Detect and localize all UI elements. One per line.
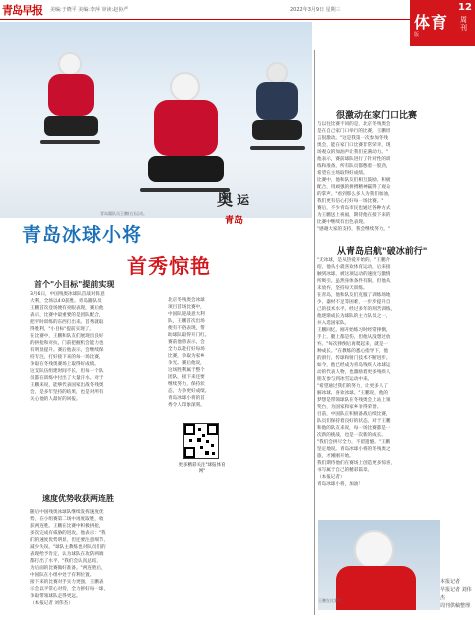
sidebar-note: 北京冬残奥会冰球 项目首场比赛中， 中国队迎战意大利 队，王鹏首次出场 便有不俗表现，帮 助球队取得开门红。 赛前他曾表示，会 全力以赴打好每场 比赛，争取为家乡 争光。赛后他说， 这场胜利属于整个 团队，接下来还要 继续努力，保持状 态，力争更好成绩。 青岛冰球小将的首 秀令人印象深刻。 [168, 298, 210, 408]
column-divider [314, 50, 315, 615]
photo-caption: 青岛籍队员王鹏(右)运动。 [100, 211, 148, 216]
stamp-yun: 运 [237, 193, 250, 207]
page-number: 12 [458, 2, 472, 13]
bottom-photo-caption: 王鹏在比赛中。 [318, 598, 346, 603]
subheading-1: 首个"小目标"提前实现 [34, 280, 115, 289]
stamp-ao: 奥 [217, 190, 234, 209]
masthead [0, 0, 475, 20]
subheading-right-2: 从青岛启航"破冰前行" [337, 247, 428, 257]
article-column-1: 3月6日，中国残奥冰球队首战对阵意 大利，全场以4:0获胜。青岛籍队员 王鹏首次登场便有亮眼表现，赛后他 表示，比赛中最重要的是团队配合， 把平时训练的东西打出来。首秀就取 得胜利，"小目标"提前实现了。 在比赛中，王鹏和队友们展现出良好 的拼抢和对抗，门前把握机会能力也 有明显提升。赛后他表示，会继续保 持专注，打好接下来的每一场比赛， 争取在冬残奥赛场上取得好成绩。 这支队伍组建时间不长，但每一个队 员都在训练中付出了大量汗水。对于 王鹏来说，能够代表国家出战冬残奥 会，是多年坚持的结果，也是对所有 关心他的人最好的回报。 [30, 292, 105, 402]
editor-credits: 美编:于晓平 美编:李萍 审读:赵协严 [50, 7, 129, 13]
byline-line: 本报记者 [440, 579, 461, 585]
player-helmet [354, 530, 394, 570]
olympic-stamp [205, 187, 265, 235]
subheading-2: 速度优势收获两连胜 [42, 494, 114, 503]
section-title: 体育 [414, 13, 449, 32]
player-figure [140, 72, 230, 202]
issue-date: 2022年3月9日 星期三 [290, 7, 341, 13]
main-photo [0, 22, 312, 218]
qr-code[interactable] [183, 423, 219, 459]
section-week-label: 周刊 [460, 16, 467, 32]
player-figure [250, 62, 305, 157]
byline-line: 周刊供稿整理 [440, 603, 471, 609]
byline-line: 早报记者 刘伟杰 [440, 587, 472, 601]
player-jersey [336, 566, 416, 610]
headline-main: 青岛冰球小将 [22, 224, 143, 246]
headline-second: 首秀惊艳 [127, 254, 211, 278]
stamp-mark: 青岛 [225, 216, 244, 226]
byline [440, 578, 475, 610]
section-version: 版 [414, 32, 420, 38]
article-right-2: "无冰球，是从热爱开始的。"王鹏介 绍，他从小就喜欢体育运动，后来接 触到冰球，被这项运动的速度与激情 所吸引。虽然身体条件有限，但他从 未放弃，坚持每天训练。 在青岛，他和队友们克服了训练场地 少、器材不足等困难，一步步提升自 己的技术水平。经过多年的刻苦训练， 他逐渐成长为球队的主力队员之一， 并入选国家队。 王鹏回忆，刚开始练习时经常摔倒， 手上、腿上都是伤，但他从没想过放 弃。"每次摔倒后再爬起来，就是一 种成长。"在教练的悉心指导下，他 的滑行、传球和射门技术不断进步。 如今，他已经成为青岛残疾人冰球运 动的代表人物，也激励着更多残疾人 朋友参与到冰雪运动中来。 "希望通过我们的努力，让更多人了 解冰球、喜欢冰球。"王鹏说，他的 梦想是带领球队在冬残奥会上站上领 奖台，为国家和家乡争得荣誉。 目前，中国队正积极备战后续比赛， 队员们保持着良好的状态。对于王鹏 和他的队友来说，每一场比赛都是一 次新的挑战，也是一次新的成长。 "我们会拼尽全力，不留遗憾。"王鹏 坚定地说。青岛冰球小将的冬残奥之 旅，才刚刚开始。 我们期待他们在赛场上创造更多惊喜， 书写属于自己的精彩篇章。 （本报记者） 青岛冰球小将，加油！ [317, 258, 396, 487]
section-brand-box [410, 0, 475, 46]
bottom-photo [318, 520, 440, 610]
subheading-right-1: 很激动在家门口比赛 [336, 111, 418, 121]
qr-caption: 更多精彩关注"球报体育网" [178, 463, 226, 474]
newspaper-logo: 青岛早报 [2, 4, 42, 17]
player-figure [40, 52, 100, 152]
article-column-2: 随后中国残奥冰球队继续发挥速度优 势，在小组赛第二场中再度取胜，收 获两连胜。王鹏在比赛中积极拼抢， 多次完成有威胁的进攻。他表示："我 们的速度优势明显，但还要注意细节， 减少失误。"球队主教练也对队员们的 表现给予肯定，认为球队在攻防两端 都打出了水平，"我们会认真总结， 为后面的比赛做好准备。"两连胜后， 中国队在小组中处于有利位置。 接下来的比赛对手实力更强，王鹏表 示会以平常心对待，全力拼好每一球， 争取带领球队走得更远。 （本报记者 刘伟杰） [30, 510, 109, 606]
article-right-1: 与以往比赛不同的是，北京冬残奥会 是在自己家门口举行的比赛，王鹏坦 言很激动。"这是我第一次参加冬残 奥会，能在家门口比赛非常荣幸，现 场观众的加油声让我们充满动力。" 他表示，赛前球队进行了针对性的训 练和准备，所有队员都憋着一股劲， 希望在主场取得好成绩。 比赛中，他和队友们相互鼓励，积极 配合，用顽强的拼搏精神赢得了观众 的掌声。"看到那么多人为我们加油， 我们更有信心打好每一场比赛。" 赛后，不少青岛市民也通过各种方式 为王鹏送上祝福，期待他在接下来的 比赛中继续有出色表现。 "感谢大家的支持，我会继续努力。" [317, 122, 393, 232]
